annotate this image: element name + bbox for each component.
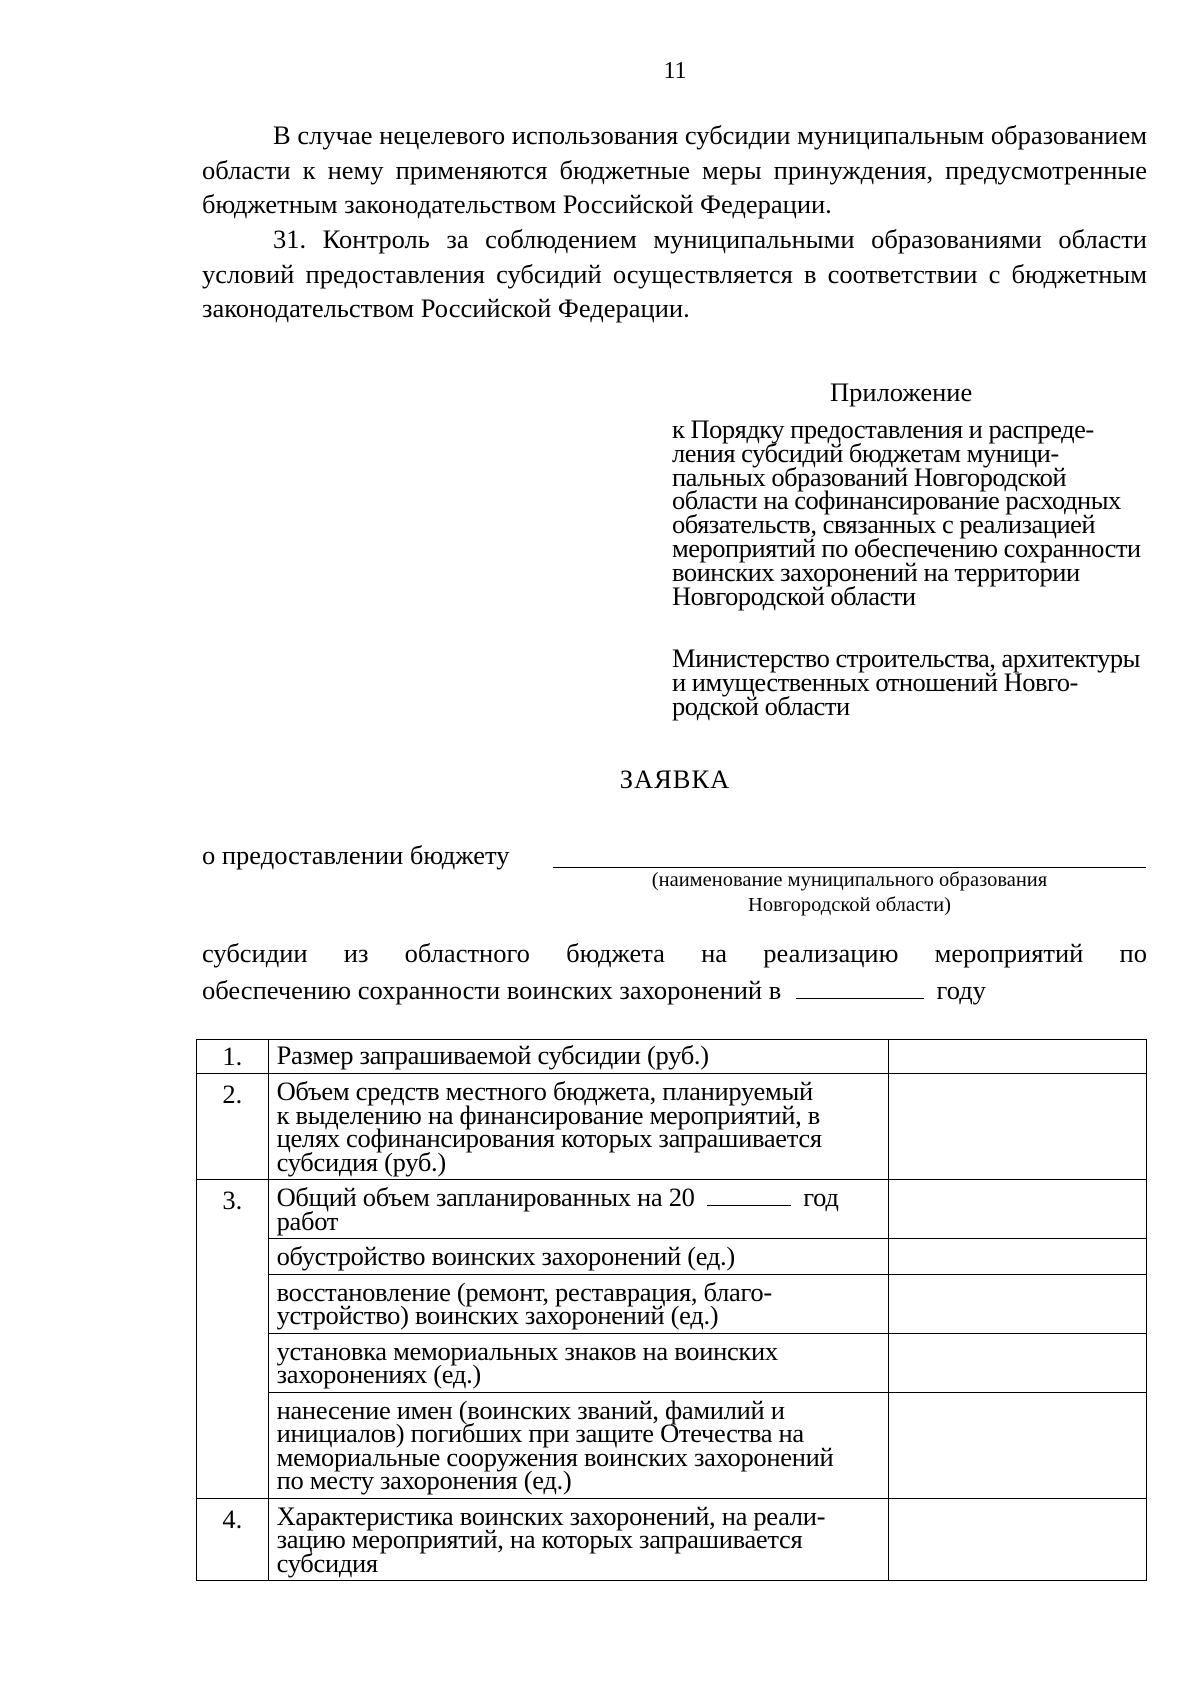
paragraph-misuse xyxy=(202,118,1147,222)
row-value-cell[interactable] xyxy=(888,1040,1146,1074)
addressee-line: и имущественных отношений Новго- xyxy=(672,666,1078,697)
row-text-line: по месту захоронения (ед.) xyxy=(276,1465,572,1495)
appendix-title: Приложение xyxy=(830,377,973,407)
row-text-line: обустройство воинских захоронений (ед.) xyxy=(276,1241,735,1271)
row-text-line: Размер запрашиваемой субсидии (руб.) xyxy=(276,1040,709,1070)
row-value-cell[interactable] xyxy=(888,1498,1146,1581)
row3-tail: год xyxy=(803,1182,839,1212)
caption-line: Новгородской области) xyxy=(748,893,951,916)
row-text-line: работ xyxy=(276,1205,339,1236)
row-value-cell[interactable] xyxy=(888,1074,1146,1180)
row3-lead: Общий объем запланированных на 20 xyxy=(276,1182,695,1212)
row-number: 2. xyxy=(197,1074,269,1180)
row-value-cell[interactable] xyxy=(888,1239,1146,1275)
row-text-line: мемориальные сооружения воинских захоронений xyxy=(276,1441,834,1472)
row-text xyxy=(268,1333,888,1392)
planned-year-blank[interactable] xyxy=(707,1204,791,1206)
table-row xyxy=(197,1498,1147,1581)
row-value-cell[interactable] xyxy=(888,1333,1146,1392)
row-text-line: установка мемориальных знаков на воинских xyxy=(276,1335,778,1366)
row-text-line: восстановление (ремонт, реставрация, благо- xyxy=(276,1276,772,1307)
appendix-ref-line: к Порядку предоставления и распреде- xyxy=(672,414,1094,444)
table-row xyxy=(197,1274,1147,1333)
row-text-line: субсидия xyxy=(276,1547,378,1578)
table-row xyxy=(197,1239,1147,1275)
row-text xyxy=(268,1040,888,1074)
row-text xyxy=(268,1274,888,1333)
appendix-addressee xyxy=(672,643,1162,721)
appendix-ref-line: пальных образований Новгородской xyxy=(672,461,1067,492)
paragraph-control-text: 31. Контроль за соблюдением муниципальными образованиями области условий предоставления субсидий осуществляется в соответствии с бюджетным законодательством Российской Федерации. xyxy=(202,224,1147,323)
row-text-line: зацию мероприятий, на которых запрашивается xyxy=(276,1524,803,1554)
row-text xyxy=(268,1239,888,1275)
appendix-ref-line: воинских захоронений на территории xyxy=(672,556,1080,587)
table-row xyxy=(197,1392,1147,1498)
row-text-line: Характеристика воинских захоронений, на реали- xyxy=(276,1500,826,1531)
row-value-cell[interactable] xyxy=(888,1180,1146,1239)
row-value-cell[interactable] xyxy=(888,1274,1146,1333)
row-text-line: целях софинансирования которых запрашивается xyxy=(276,1123,822,1153)
request-table xyxy=(196,1039,1147,1581)
row-text-line: Объем средств местного бюджета, планируемый xyxy=(276,1076,813,1106)
page-number: 11 xyxy=(663,58,687,84)
row-text xyxy=(268,1392,888,1498)
budget-label: о предоставлении бюджету xyxy=(202,840,510,870)
appendix-ref-line: Новгородской области xyxy=(672,580,916,611)
row-text-line: к выделению на финансирование мероприятий, в xyxy=(276,1099,820,1130)
table-row xyxy=(197,1040,1147,1074)
form-title: ЗАЯВКА xyxy=(619,764,731,794)
appendix-reference xyxy=(672,414,1162,611)
row-value-cell[interactable] xyxy=(888,1392,1146,1498)
table-row xyxy=(197,1333,1147,1392)
row-text xyxy=(268,1498,888,1581)
table-row xyxy=(197,1074,1147,1180)
subsidy-line-2-before: обеспечению сохранности воинских захоронений в xyxy=(202,975,782,1005)
row-text-line xyxy=(276,1182,880,1212)
appendix-ref-line: мероприятий по обеспечению сохранности xyxy=(672,532,1141,563)
addressee-line: Министерство строительства, архитектуры xyxy=(672,643,1140,673)
paragraph-misuse-text: В случае нецелевого использования субсидии муниципальным образованием области к нему применяются бюджетные меры принуждения, предусмотренные бюджетным законодательством Российской Федерации. xyxy=(202,120,1147,219)
table-row xyxy=(197,1180,1147,1239)
row-number: 1. xyxy=(197,1040,269,1074)
caption-line: (наименование муниципального образования xyxy=(651,869,1048,891)
year-blank[interactable] xyxy=(796,997,924,999)
subsidy-line-2 xyxy=(202,972,986,1009)
row-text-line: захоронениях (ед.) xyxy=(276,1359,481,1389)
subsidy-line-1: субсидии из областного бюджета на реализацию мероприятий по xyxy=(202,938,1147,968)
row-text-line: устройство) воинских захоронений (ед.) xyxy=(276,1300,719,1330)
row-text-line: субсидия (руб.) xyxy=(276,1146,446,1177)
subsidy-line-2-after: году xyxy=(936,975,986,1005)
row-text-line: инициалов) погибших при защите Отечества на xyxy=(276,1418,804,1448)
row-number: 4. xyxy=(197,1498,269,1581)
paragraph-control xyxy=(202,222,1147,326)
addressee-line: родской области xyxy=(672,690,850,721)
appendix-ref-line: обязательств, связанных с реализацией xyxy=(672,509,1096,540)
row-text xyxy=(268,1074,888,1180)
row-text xyxy=(268,1180,888,1239)
budget-name-caption xyxy=(553,868,1146,917)
row-text-line: нанесение имен (воинских званий, фамилий и xyxy=(276,1394,785,1425)
appendix-ref-line: области на софинансирование расходных xyxy=(672,485,1121,516)
appendix-ref-line: ления субсидий бюджетам муници- xyxy=(672,437,1059,468)
row-number: 3. xyxy=(197,1180,269,1499)
